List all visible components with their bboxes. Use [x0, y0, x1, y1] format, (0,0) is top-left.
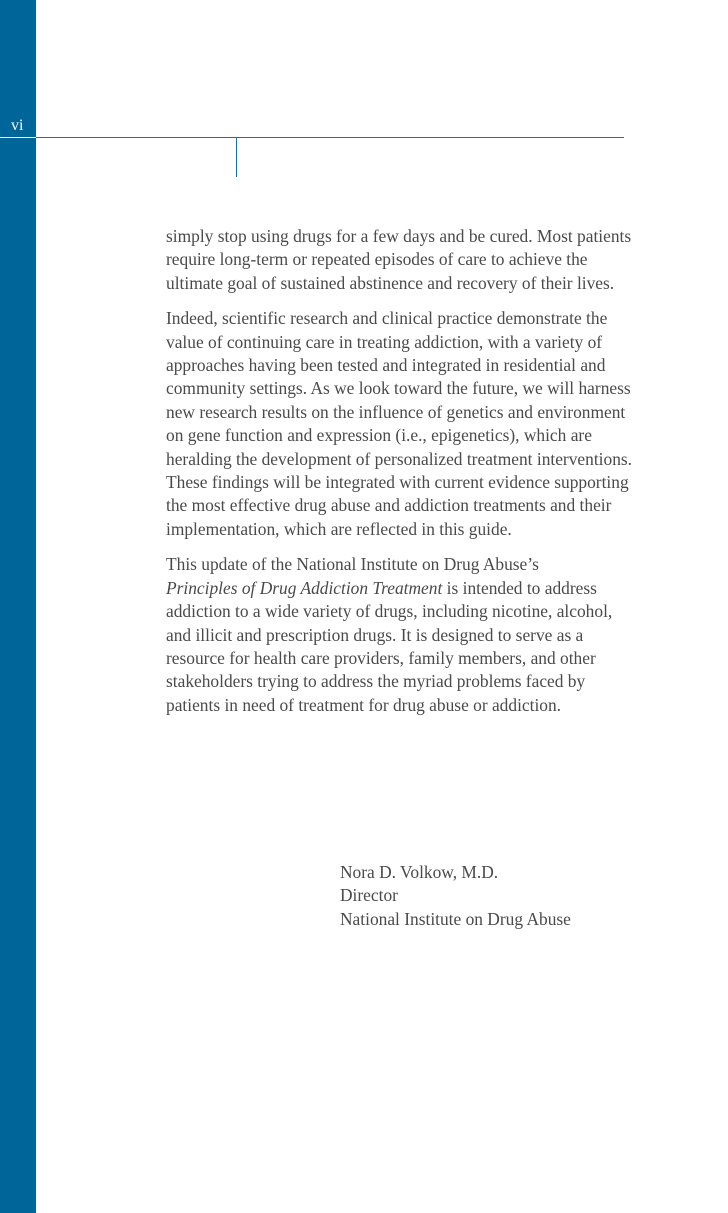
- publication-title: Principles of Drug Addiction Treatment: [166, 577, 443, 598]
- header-tick-rule: [236, 138, 237, 177]
- header-rule: [36, 137, 624, 138]
- paragraph-3-rest: is intended to address addiction to a wide variety of drugs, including nicotine, alcohol, and illicit and prescription drugs. It is designed to serve as a resource for health care providers, family members, and other stakeholders trying to address the myriad problems faced by patients in need of treatment for drug abuse or addiction.: [166, 577, 613, 715]
- header-rule-left: [0, 137, 36, 138]
- body-text: [166, 225, 636, 729]
- signature-title: Director: [340, 885, 398, 906]
- signature-name: Nora D. Volkow, M.D.: [340, 862, 499, 882]
- side-color-band: [0, 0, 36, 1213]
- paragraph-2: Indeed, scientific research and clinical practice demonstrate the value of continuing care in treating addiction, with a variety of approaches having been tested and integrated in residential and community settings. As we look toward the future, we will harness new research results on the influence of genetics and environment on gene function and expression (i.e., epigenetics), which are heralding the development of personalized treatment interventions. These findings will be integrated with current evidence supporting the most effective drug abuse and addiction treatments and their implementation, which are reflected in this guide.: [166, 308, 633, 539]
- paragraph-1: simply stop using drugs for a few days and be cured. Most patients require long-term or repeated episodes of care to achieve the ultimate goal of sustained abstinence and recovery of their lives.: [166, 226, 632, 293]
- signature-block: [340, 861, 571, 931]
- page-number: vi: [11, 117, 24, 134]
- paragraph-3: [166, 553, 636, 717]
- signature-organization: National Institute on Drug Abuse: [340, 908, 571, 929]
- paragraph-3-intro: This update of the National Institute on Drug Abuse’s: [166, 554, 539, 575]
